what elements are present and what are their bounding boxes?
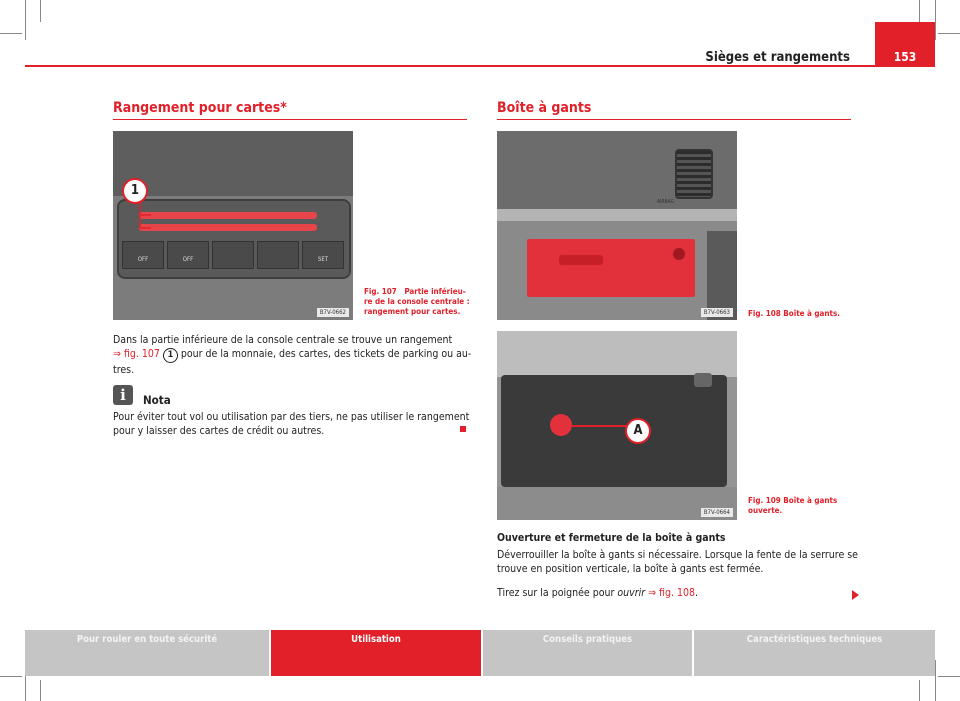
section-rule — [497, 119, 851, 120]
footer-tab-safety[interactable] — [25, 630, 269, 676]
crop-mark — [0, 676, 22, 677]
dashboard-trim — [497, 209, 737, 221]
note-icon: i — [113, 385, 133, 405]
console-button-set: SET — [302, 241, 344, 269]
callout-a-badge: A — [625, 418, 651, 444]
section-end-marker — [460, 426, 466, 432]
callout-leader — [113, 131, 353, 320]
footer-tab-usage[interactable] — [271, 630, 481, 676]
text-line: Pour éviter tout vol ou utilisation par des tiers, ne pas utiliser le rangement — [113, 411, 470, 423]
lock-cylinder — [694, 373, 712, 387]
running-header-title: Sièges et rangements — [705, 50, 850, 65]
figure-code: B7V-0664 — [701, 508, 733, 517]
text-line: Déverrouiller la boîte à gants si nécessaire. Lorsque la fente de la serrure se — [497, 549, 858, 561]
figure-109-glovebox-open — [497, 331, 737, 520]
section-heading-glovebox: Boîte à gants — [497, 100, 592, 116]
caption-label: Fig. 107 — [364, 287, 397, 296]
subheading-open-close: Ouverture et fermeture de la boîte à gants — [497, 532, 726, 544]
glovebox-lock — [673, 248, 685, 260]
crop-mark — [919, 0, 920, 22]
figure-108-caption: Fig. 108 Boîte à gants. — [748, 309, 840, 318]
continue-arrow-icon — [852, 590, 859, 600]
console-button-blank — [257, 241, 299, 269]
glovebox-lid-open — [497, 331, 737, 377]
crop-mark — [25, 0, 26, 40]
console-button-off: OFF — [167, 241, 209, 269]
figure-107-caption — [364, 287, 474, 317]
caption-line: ouverte. — [748, 506, 783, 515]
figure-107-console — [113, 131, 353, 320]
callout-leader — [571, 425, 627, 427]
text-line: tres. — [113, 364, 135, 376]
crop-mark — [938, 33, 960, 34]
caption-line: Partie inférieu- — [404, 287, 466, 296]
text-line: Dans la partie inférieure de la console centrale se trouve un rangement — [113, 334, 453, 346]
text-span: . — [695, 587, 699, 599]
caption-line: rangement pour cartes. — [364, 307, 461, 316]
glovebox-lid-highlight — [527, 239, 695, 297]
glovebox-interior — [501, 375, 727, 487]
figure-code: B7V-0662 — [317, 308, 349, 317]
figure-108-link[interactable]: ⇒ fig. 108 — [648, 587, 696, 599]
paragraph-open — [497, 586, 827, 600]
figure-code: B7V-0663 — [701, 308, 733, 317]
crop-mark — [40, 0, 41, 22]
text-line: pour y laisser des cartes de crédit ou autres. — [113, 425, 325, 437]
footer-tab-technical-specs[interactable] — [694, 630, 935, 676]
figure-109-caption — [748, 496, 868, 516]
glovebox-handle — [559, 255, 603, 265]
header-rule — [25, 65, 935, 67]
console-button-blank — [212, 241, 254, 269]
note-text — [113, 410, 473, 438]
footer-tab-practical-advice[interactable] — [483, 630, 692, 676]
crop-mark — [0, 33, 22, 34]
footer-tab-label: Utilisation — [351, 634, 401, 645]
crop-mark — [919, 680, 920, 701]
console-button-row — [122, 241, 344, 269]
figure-108-glovebox — [497, 131, 737, 320]
caption-line: re de la console centrale : — [364, 297, 470, 306]
section-heading-map-storage: Rangement pour cartes* — [113, 100, 287, 116]
inline-callout-1: 1 — [163, 348, 178, 363]
air-vent — [675, 149, 713, 199]
crop-mark — [935, 0, 936, 40]
caption-line: Fig. 109 Boîte à gants — [748, 496, 838, 505]
text-line: trouve en position verticale, la boîte à gants est fermée. — [497, 563, 764, 575]
text-line: pour de la monnaie, des cartes, des tickets de parking ou au- — [180, 348, 472, 360]
paragraph-map-storage — [113, 333, 473, 377]
figure-107-link[interactable]: ⇒ fig. 107 — [113, 348, 160, 360]
light-highlight — [550, 414, 572, 436]
callout-1-badge: 1 — [122, 178, 148, 204]
seat-silhouette — [707, 231, 737, 320]
paragraph-unlock — [497, 548, 867, 576]
crop-mark — [935, 660, 936, 701]
page-number: 153 — [893, 50, 917, 64]
airbag-label: AIRBAG — [657, 199, 675, 205]
console-button-off: OFF — [122, 241, 164, 269]
footer-tab-label: Caractéristiques techniques — [746, 634, 883, 645]
footer-tab-label: Conseils pratiques — [542, 634, 633, 645]
text-span: Tirez sur la poignée pour — [497, 587, 618, 599]
crop-mark — [938, 676, 960, 677]
footer-tab-label: Pour rouler en toute sécurité — [76, 634, 218, 645]
text-emphasis: ouvrir — [617, 587, 646, 599]
section-rule — [113, 119, 467, 120]
crop-mark — [40, 680, 41, 701]
note-title: Nota — [143, 393, 171, 407]
page-number-box — [875, 22, 935, 67]
